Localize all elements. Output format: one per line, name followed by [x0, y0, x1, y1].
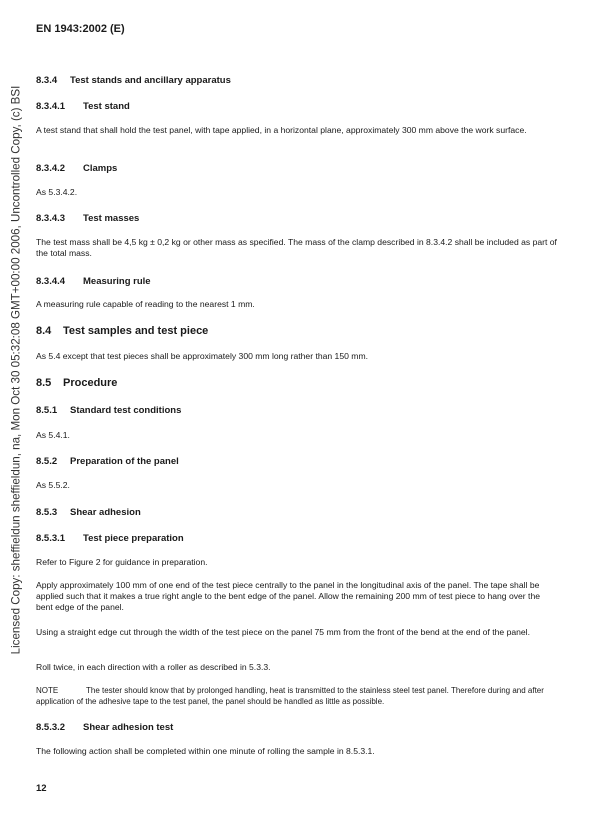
- paragraph-test-stand: A test stand that shall hold the test panel, with tape applied, in a horizontal plane, approximately 300 mm above the work surface.: [36, 125, 527, 135]
- section-number: 8.5.1: [36, 405, 58, 416]
- document-id: EN 1943:2002 (E): [36, 23, 125, 35]
- section-title: Procedure: [63, 377, 118, 389]
- heading-8-5: [36, 377, 117, 389]
- section-number: 8.5.3.2: [36, 722, 66, 733]
- paragraph-apply-test-piece: Apply approximately 100 mm of one end of the test piece centrally to the panel in the longitudinal axis of the panel. The tape shall be applied such that it makes a true right angle to the bent edge of the panel. Allow the remaining 200 mm of test piece to hang over the bent edge of the panel.: [36, 580, 541, 612]
- note-text: The tester should know that by prolonged handling, heat is transmitted to the stainless steel test panel. Therefore during and after application of the adhesive tape to the test panel, the panel should be handled as little as possible.: [36, 686, 544, 706]
- paragraph-test-masses: The test mass shall be 4,5 kg ± 0,2 kg or other mass as specified. The mass of the clamp described in 8.3.4.2 shall be included as part of the total mass.: [36, 237, 557, 258]
- heading-8-4: [36, 325, 208, 337]
- heading-8-5-2: [36, 456, 179, 467]
- paragraph-roll-twice: Roll twice, in each direction with a roller as described in 5.3.3.: [36, 662, 271, 672]
- heading-8-3-4: [36, 75, 231, 86]
- section-number: 8.3.4.3: [36, 213, 66, 224]
- heading-8-5-3: [36, 507, 141, 518]
- heading-8-3-4-4: [36, 276, 151, 287]
- section-number: 8.5.3.1: [36, 533, 66, 544]
- section-title: Test samples and test piece: [63, 325, 209, 337]
- section-number: 8.3.4: [36, 75, 58, 86]
- paragraph-panel-preparation: As 5.5.2.: [36, 480, 70, 490]
- section-number: 8.3.4.2: [36, 163, 66, 174]
- section-title: Preparation of the panel: [70, 456, 179, 467]
- section-number: 8.3.4.4: [36, 276, 66, 287]
- section-title: Standard test conditions: [70, 405, 182, 416]
- section-title: Test stands and ancillary apparatus: [70, 75, 231, 86]
- section-number: 8.5.3: [36, 507, 58, 518]
- section-title: Shear adhesion test: [83, 722, 174, 733]
- section-title: Test stand: [83, 101, 130, 112]
- section-title: Test masses: [83, 213, 140, 224]
- heading-8-3-4-2: [36, 163, 117, 174]
- section-title: Clamps: [83, 163, 118, 174]
- paragraph-shear-adhesion-test: The following action shall be completed within one minute of rolling the sample in 8.5.3.1.: [36, 746, 375, 756]
- license-watermark: [7, 0, 25, 821]
- paragraph-cut-test-piece: Using a straight edge cut through the width of the test piece on the panel 75 mm from the front of the bend at the end of the panel.: [36, 627, 530, 637]
- section-title: Measuring rule: [83, 276, 151, 287]
- heading-8-5-3-2: [36, 722, 173, 733]
- section-title: Shear adhesion: [70, 507, 141, 518]
- section-number: 8.3.4.1: [36, 101, 66, 112]
- page-number: 12: [36, 783, 47, 794]
- heading-8-5-1: [36, 405, 181, 416]
- heading-8-3-4-3: [36, 213, 139, 224]
- note-label: NOTE: [36, 686, 59, 695]
- section-number: 8.5.2: [36, 456, 58, 467]
- heading-8-3-4-1: [36, 101, 130, 112]
- section-number: 8.5: [36, 377, 52, 389]
- paragraph-measuring-rule: A measuring rule capable of reading to the nearest 1 mm.: [36, 299, 255, 309]
- paragraph-standard-conditions: As 5.4.1.: [36, 430, 70, 440]
- paragraph-clamps: As 5.3.4.2.: [36, 187, 78, 197]
- license-text: Licensed Copy: sheffieldun sheffieldun, na, Mon Oct 30 05:32:08 GMT+00:00 2006, Uncontrolled Copy, (c) BSI: [9, 85, 23, 655]
- paragraph-refer-figure: Refer to Figure 2 for guidance in preparation.: [36, 557, 208, 567]
- paragraph-test-samples: As 5.4 except that test pieces shall be approximately 300 mm long rather than 150 mm.: [36, 351, 368, 361]
- heading-8-5-3-1: [36, 533, 184, 544]
- section-title: Test piece preparation: [83, 533, 184, 544]
- section-number: 8.4: [36, 325, 52, 337]
- note: [36, 686, 558, 707]
